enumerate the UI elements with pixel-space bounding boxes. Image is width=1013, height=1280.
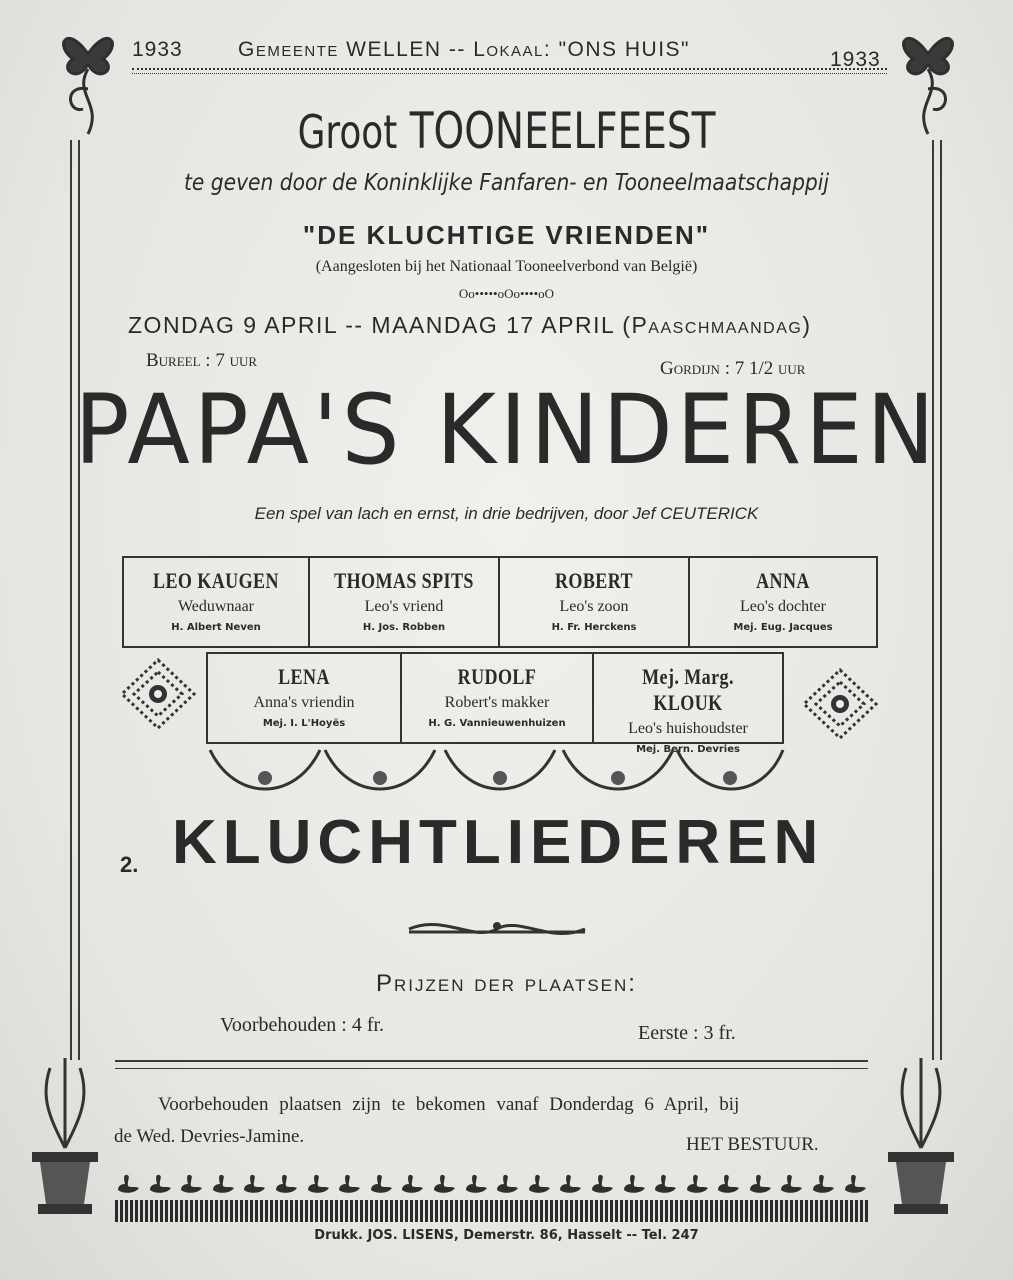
small-divider: Oo•••••oOo••••oO [458,286,555,301]
footer-rule-bottom [115,1068,868,1069]
swan-icon [526,1172,552,1196]
swan-icon [842,1172,868,1196]
price-reserved: Voorbehouden : 4 fr. [220,1014,385,1036]
swan-icon [810,1172,836,1196]
cast-row-2 [206,652,784,755]
actor-name: H. Fr. Herckens [551,622,637,633]
organizer-line: te geven door de Koninklijke Fanfaren- en Tooneelmaatschappij [183,170,830,196]
swan-icon [494,1172,520,1196]
curtain-time: Gordijn : 7 1/2 uur [660,358,806,379]
actor-name: H. G. Vannieuwenhuizen [428,718,566,729]
urn-ornament-left-icon [30,1048,100,1218]
swan-icon [336,1172,362,1196]
cast-cell [500,558,690,646]
signature: HET BESTUUR. [686,1134,819,1155]
character-name: THOMAS SPITS [334,568,474,593]
character-role: Leo's dochter [740,598,826,615]
venue-header: Gemeente WELLEN -- Lokaal: "ONS HUIS" [238,38,690,61]
printer-credit: Drukk. JOS. LISENS, Demerstr. 86, Hasselt -- Tel. 247 [314,1228,699,1243]
cast-cell [594,654,782,755]
character-name: ROBERT [554,568,634,593]
urn-ornament-right-icon [886,1048,956,1218]
character-role: Anna's vriendin [253,694,355,711]
hatched-border [115,1200,868,1222]
character-name: ANNA [756,568,810,593]
cast-row-1 [122,556,878,648]
character-name: Mej. Marg. KLOUK [642,664,734,715]
character-role: Leo's huishoudster [628,720,748,737]
prices-heading: Prijzen der plaatsen: [376,970,637,997]
swan-icon [778,1172,804,1196]
cast-cell [690,558,876,646]
swan-icon [621,1172,647,1196]
actor-name: Mej. Bern. Devries [636,744,740,755]
character-role: Weduwnaar [177,598,254,615]
swan-border [115,1172,868,1198]
swan-icon [368,1172,394,1196]
reservation-notice-line2: de Wed. Devries-Jamine. [114,1126,305,1147]
swan-icon [747,1172,773,1196]
reservation-notice: Voorbehouden plaatsen zijn te bekomen vanaf Donderdag 6 April, bij [158,1094,740,1115]
swan-icon [273,1172,299,1196]
right-border-line [932,140,934,1060]
affiliation-note: (Aangesloten bij het Nationaal Tooneelverbond van België) [315,258,698,275]
part-number: 2. [120,852,139,877]
swan-icon [210,1172,236,1196]
office-hours: Bureel : 7 uur [146,350,258,371]
part-title: KLUCHTLIEDEREN [172,808,825,877]
swan-icon [431,1172,457,1196]
swan-icon [463,1172,489,1196]
actor-name: H. Albert Neven [171,622,261,633]
price-first: Eerste : 3 fr. [638,1022,736,1044]
actor-name: Mej. I. L'Hoyës [262,718,346,729]
swan-icon [715,1172,741,1196]
cast-cell [402,654,594,742]
character-role: Robert's makker [444,694,550,711]
play-title: PAPA'S KINDEREN [74,374,939,486]
cast-cell [208,654,402,742]
swan-icon [652,1172,678,1196]
scroll-ornament-icon [404,914,590,944]
rosette-ornament-left-icon [118,656,198,732]
festival-title [111,102,901,160]
right-border-line-inner [940,140,942,1060]
swan-icon [115,1172,141,1196]
left-border-line-inner [78,140,80,1060]
garland-ornament-icon [205,742,785,802]
cast-cell [124,558,310,646]
character-name: LEO KAUGEN [153,568,279,593]
character-name: LENA [278,664,330,689]
performance-dates: ZONDAG 9 APRIL -- MAANDAG 17 APRIL (Paaschmaandag) [128,312,812,338]
swan-icon [241,1172,267,1196]
festival-title-prefix: Groot [297,105,398,159]
swan-icon [684,1172,710,1196]
character-role: Leo's zoon [559,598,629,615]
swan-icon [147,1172,173,1196]
header-dotted-rule [132,68,887,74]
company-name: "DE KLUCHTIGE VRIENDEN" [302,220,711,250]
play-description: Een spel van lach en ernst, in drie bedrijven, door Jef CEUTERICK [254,504,759,523]
character-name: RUDOLF [457,664,537,689]
swan-icon [589,1172,615,1196]
left-border-line [70,140,72,1060]
cast-cell [310,558,500,646]
festival-title-main: TOONEELFEEST [409,102,716,160]
year-right: 1933 [830,48,881,71]
rosette-ornament-right-icon [800,666,880,742]
year-left: 1933 [132,38,183,61]
swan-icon [178,1172,204,1196]
character-role: Leo's vriend [364,598,444,615]
footer-rule-top [115,1060,868,1062]
actor-name: H. Jos. Robben [362,622,446,633]
actor-name: Mej. Eug. Jacques [733,622,833,633]
swan-icon [399,1172,425,1196]
swan-icon [557,1172,583,1196]
swan-icon [305,1172,331,1196]
